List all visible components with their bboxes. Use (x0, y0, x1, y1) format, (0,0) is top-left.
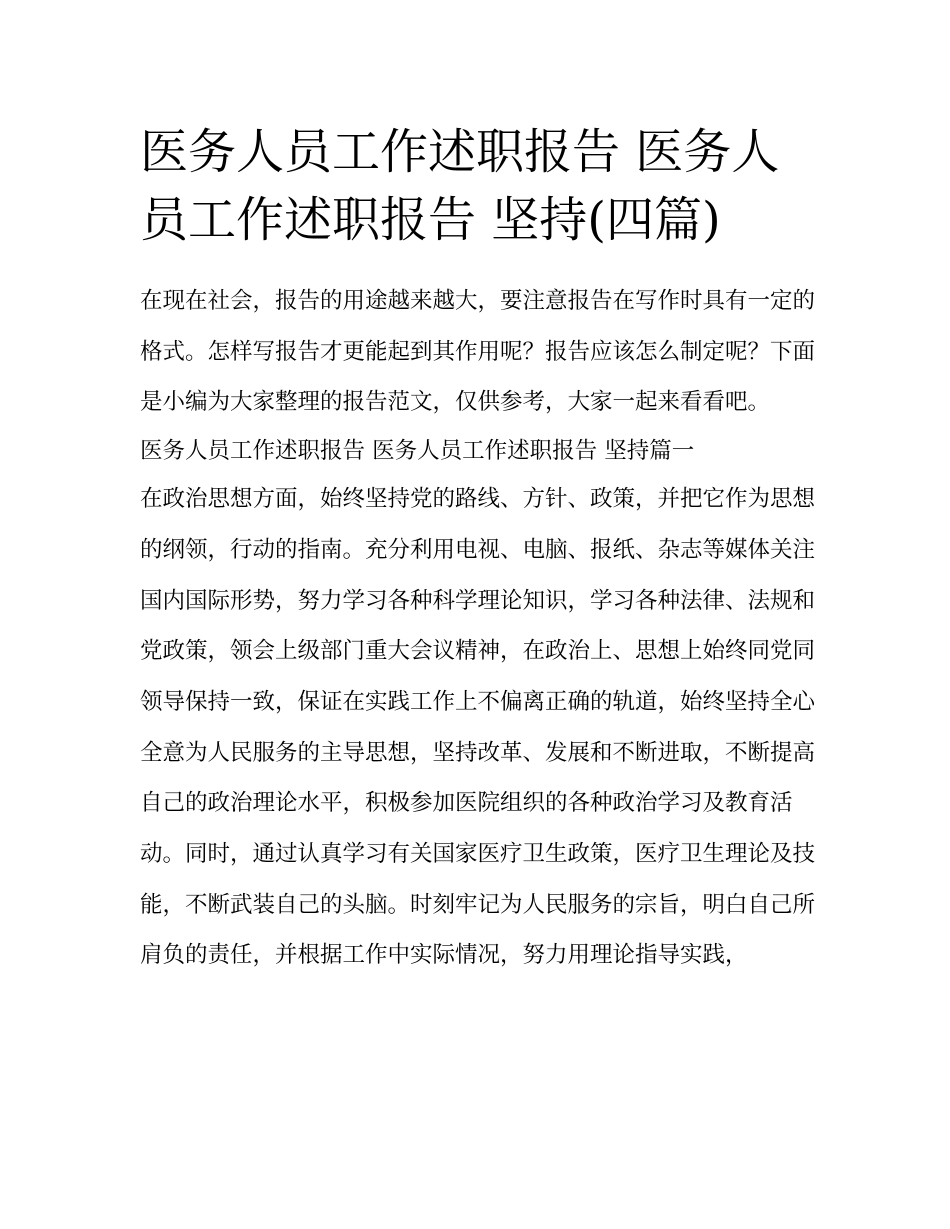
intro-paragraph: 在现在社会，报告的用途越来越大，要注意报告在写作时具有一定的格式。怎样写报告才更能起到其作用呢？报告应该怎么制定呢？下面是小编为大家整理的报告范文，仅供参考，大家一起来看看吧。 (140, 288, 816, 416)
section-heading: 医务人员工作述职报告 医务人员工作述职报告 坚持篇一 (140, 438, 695, 465)
section-paragraph: 在政治思想方面，始终坚持党的路线、方针、政策，并把它作为思想的纲领，行动的指南。充分利用电视、电脑、报纸、杂志等媒体关注国内国际形势，努力学习各种科学理论知识，学习各种法律、法规和党政策，领会上级部门重大会议精神，在政治上、思想上始终同党同领导保持一致，保证在实践工作上不偏离正确的轨道，始终坚持全心全意为人民服务的主导思想，坚持改革、发展和不断进取，不断提高自己的政治理论水平，积极参加医院组织的各种政治学习及教育活动。同时，通过认真学习有关国家医疗卫生政策，医疗卫生理论及技能，不断武装自己的头脑。时刻牢记为人民服务的宗旨，明白自己所肩负的责任，并根据工作中实际情况，努力用理论指导实践， (140, 486, 816, 969)
document-title: 医务人员工作述职报告 医务人员工作述职报告 坚持(四篇) (140, 124, 780, 248)
document-body (140, 276, 815, 981)
